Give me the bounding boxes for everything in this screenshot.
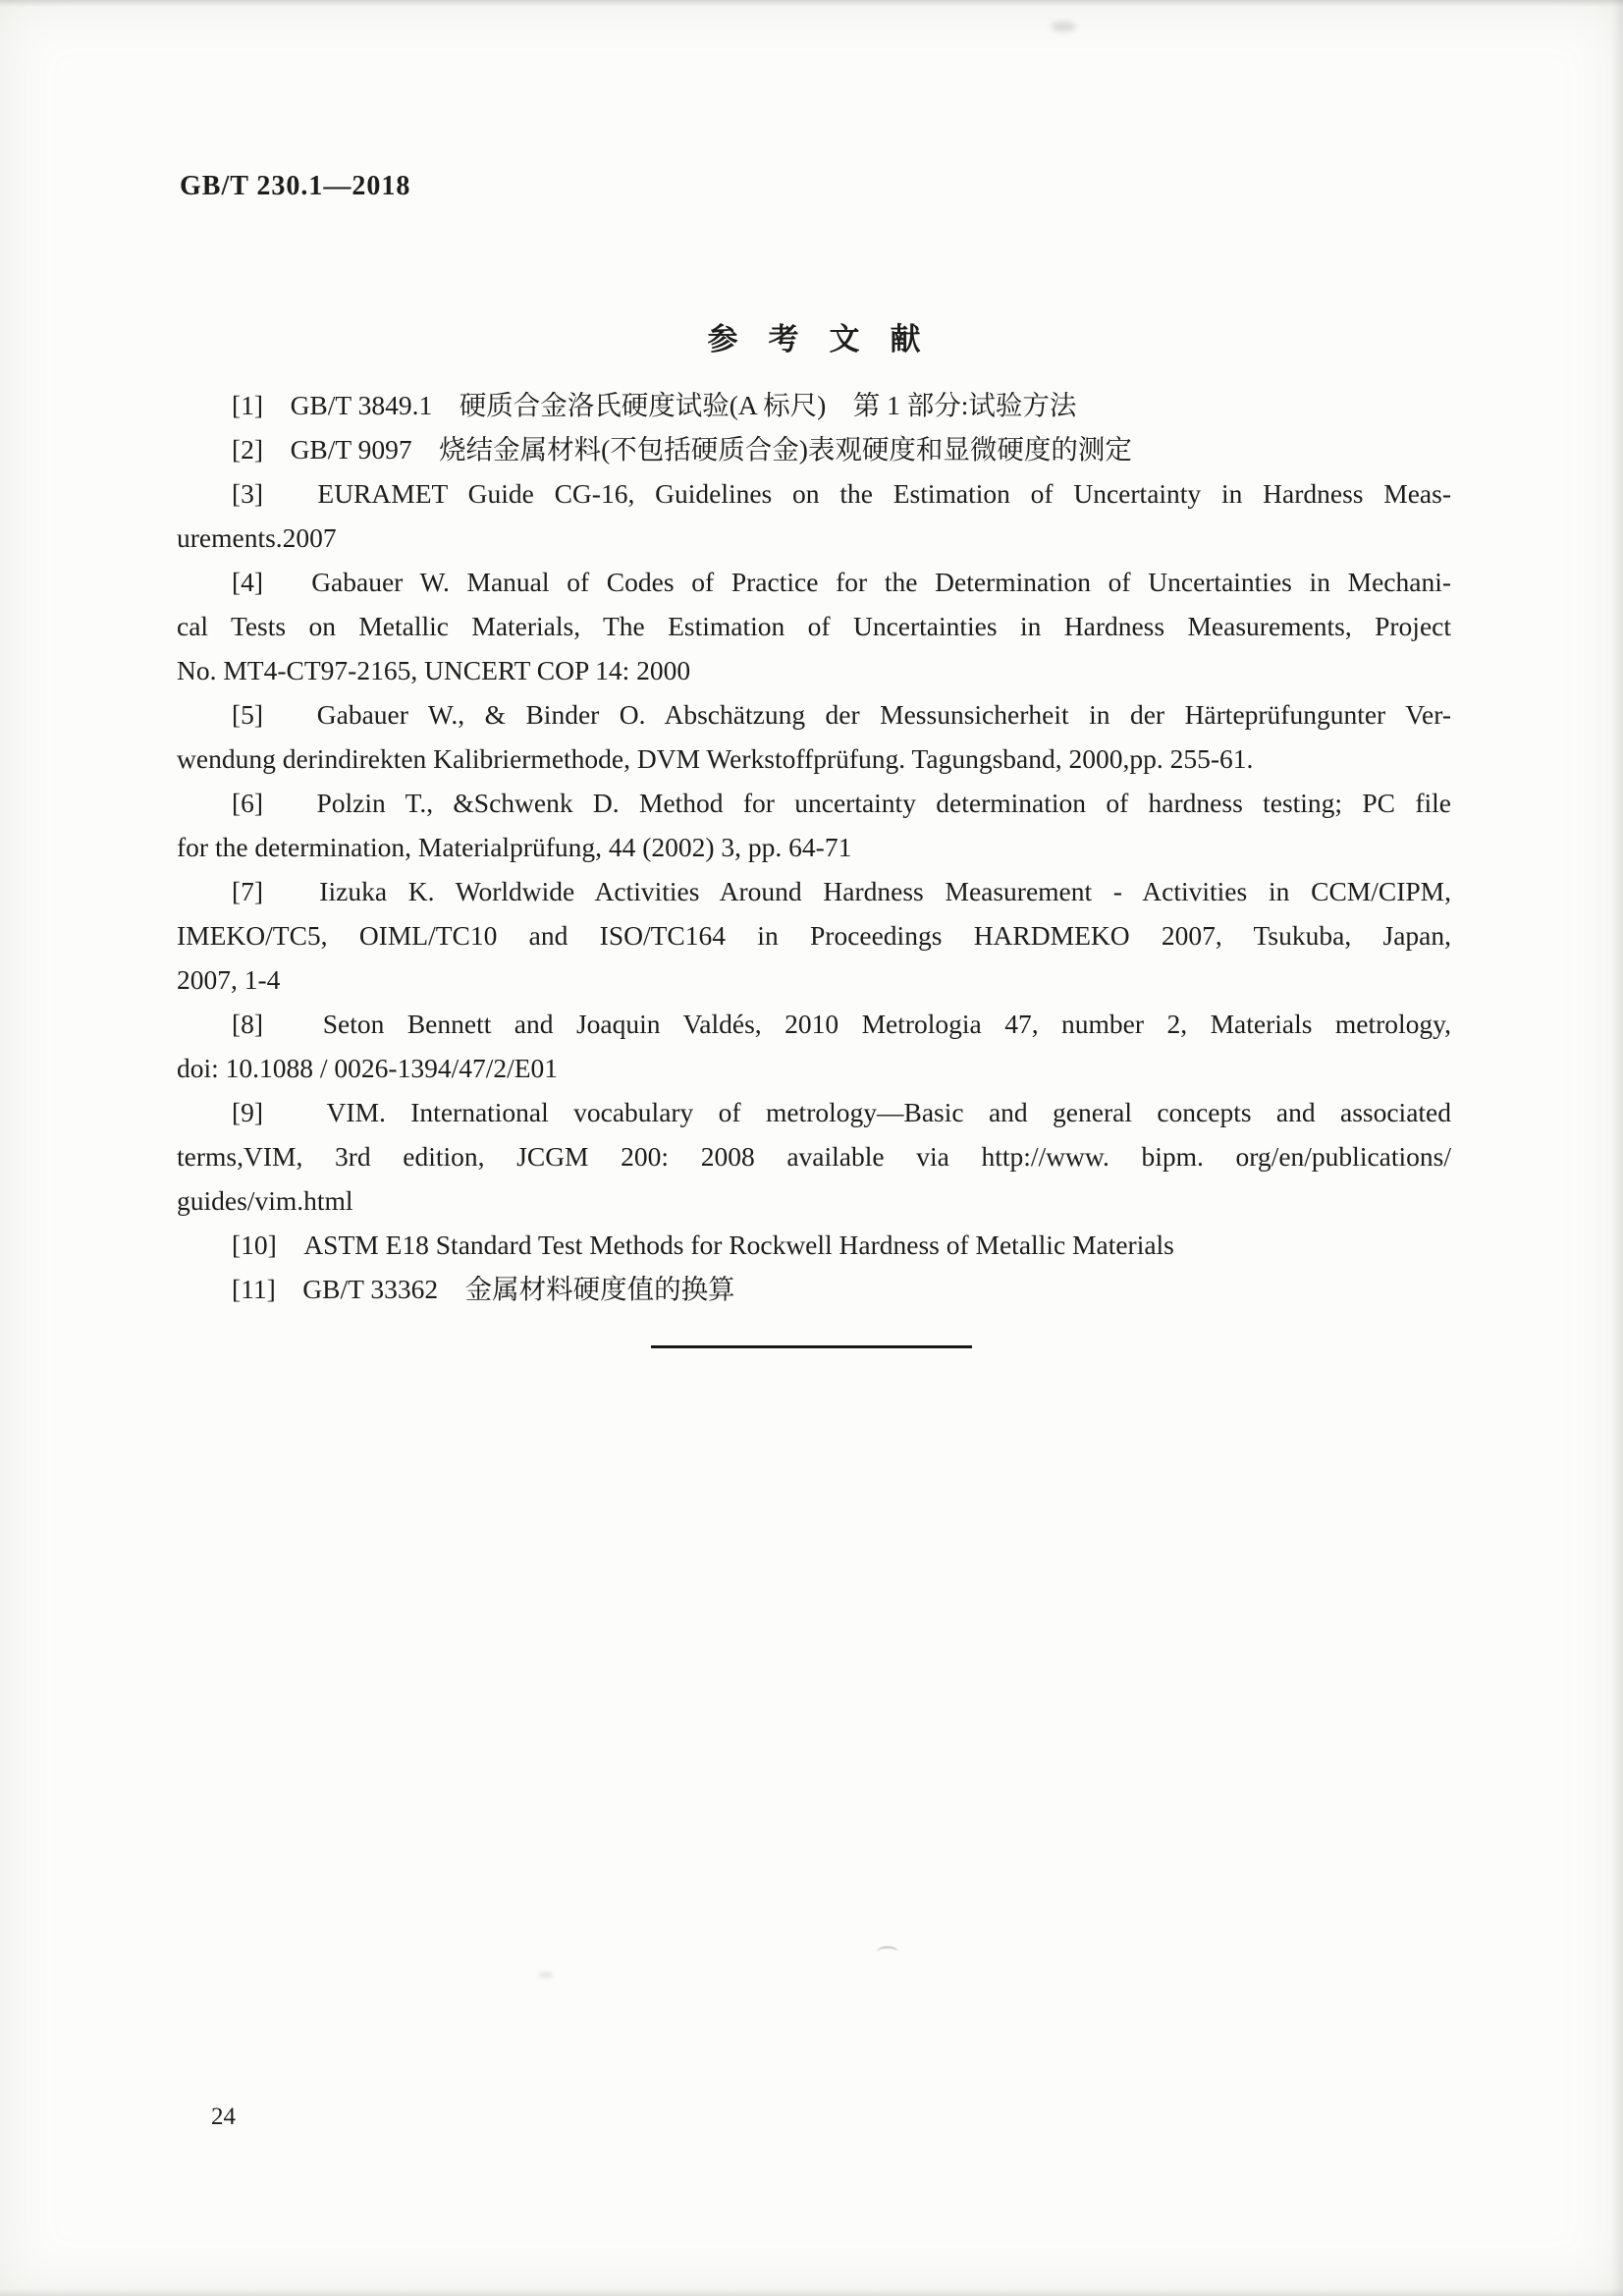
reference-item — [177, 383, 1451, 427]
reference-line: [9] VIM. International vocabulary of metrology—Basic and general concepts and associated — [232, 1097, 1451, 1127]
document-code-header: GB/T 230.1—2018 — [180, 171, 411, 201]
reference-line: 2007, 1-4 — [177, 964, 281, 995]
reference-item — [177, 1267, 1451, 1311]
reference-line: [2] GB/T 9097 烧结金属材料(不包括硬质合金)表观硬度和显微硬度的测定 — [232, 434, 1132, 465]
reference-line: [4] Gabauer W. Manual of Codes of Practice for the Determination of Uncertainties in Mechani- — [232, 567, 1451, 597]
references-section-title: 参 考 文 献 — [707, 322, 921, 356]
reference-line: urements.2007 — [177, 522, 337, 553]
reference-item — [177, 1090, 1451, 1223]
reference-item — [177, 1002, 1451, 1090]
reference-line: [11] GB/T 33362 金属材料硬度值的换算 — [232, 1274, 735, 1304]
reference-line: [10] ASTM E18 Standard Test Methods for Rockwell Hardness of Metallic Materials — [232, 1230, 1174, 1260]
references-list — [177, 383, 1451, 1311]
reference-line: cal Tests on Metallic Materials, The Estimation of Uncertainties in Hardness Measurements, Project — [177, 611, 1451, 641]
reference-line: guides/vim.html — [177, 1185, 353, 1216]
page-number: 24 — [211, 2104, 236, 2130]
reference-line: [6] Polzin T., &Schwenk D. Method for uncertainty determination of hardness testing; PC file — [232, 788, 1451, 818]
reference-line: [3] EURAMET Guide CG-16, Guidelines on the Estimation of Uncertainty in Hardness Meas- — [232, 478, 1451, 509]
reference-line: for the determination, Materialprüfung, 44 (2002) 3, pp. 64-71 — [177, 832, 852, 862]
reference-item — [177, 692, 1451, 781]
reference-item — [177, 781, 1451, 869]
scan-artifact-bottom-edge — [0, 2288, 1623, 2296]
reference-line: [5] Gabauer W., & Binder O. Abschätzung der Messunsicherheit in der Härteprüfungunter Ver- — [232, 699, 1451, 730]
scan-artifact-smudge — [1051, 22, 1076, 31]
reference-item — [177, 471, 1451, 560]
reference-line: wendung derindirekten Kalibriermethode, DVM Werkstoffprüfung. Tagungsband, 2000,pp. 255-61. — [177, 743, 1254, 774]
reference-item — [177, 427, 1451, 471]
scan-artifact-smudge — [538, 1972, 554, 1978]
reference-line: terms,VIM, 3rd edition, JCGM 200: 2008 available via http://www. bipm. org/en/publications/ — [177, 1141, 1451, 1172]
reference-item — [177, 1223, 1451, 1267]
scan-artifact-right-edge — [1611, 0, 1623, 2296]
reference-item — [177, 869, 1451, 1002]
reference-line: No. MT4-CT97-2165, UNCERT COP 14: 2000 — [177, 655, 691, 685]
scan-artifact-top-edge — [0, 0, 1623, 7]
reference-item — [177, 560, 1451, 692]
reference-line: [7] Iizuka K. Worldwide Activities Around Hardness Measurement - Activities in CCM/CIPM, — [232, 876, 1451, 906]
end-of-document-divider — [651, 1345, 972, 1348]
reference-line: [8] Seton Bennett and Joaquin Valdés, 2010 Metrologia 47, number 2, Materials metrology, — [232, 1009, 1451, 1039]
scan-artifact-smudge — [877, 1946, 898, 1957]
reference-line: [1] GB/T 3849.1 硬质合金洛氏硬度试验(A 标尺) 第 1 部分:试验方法 — [232, 390, 1077, 420]
reference-line: IMEKO/TC5, OIML/TC10 and ISO/TC164 in Proceedings HARDMEKO 2007, Tsukuba, Japan, — [177, 920, 1451, 951]
reference-line: doi: 10.1088 / 0026-1394/47/2/E01 — [177, 1053, 559, 1083]
